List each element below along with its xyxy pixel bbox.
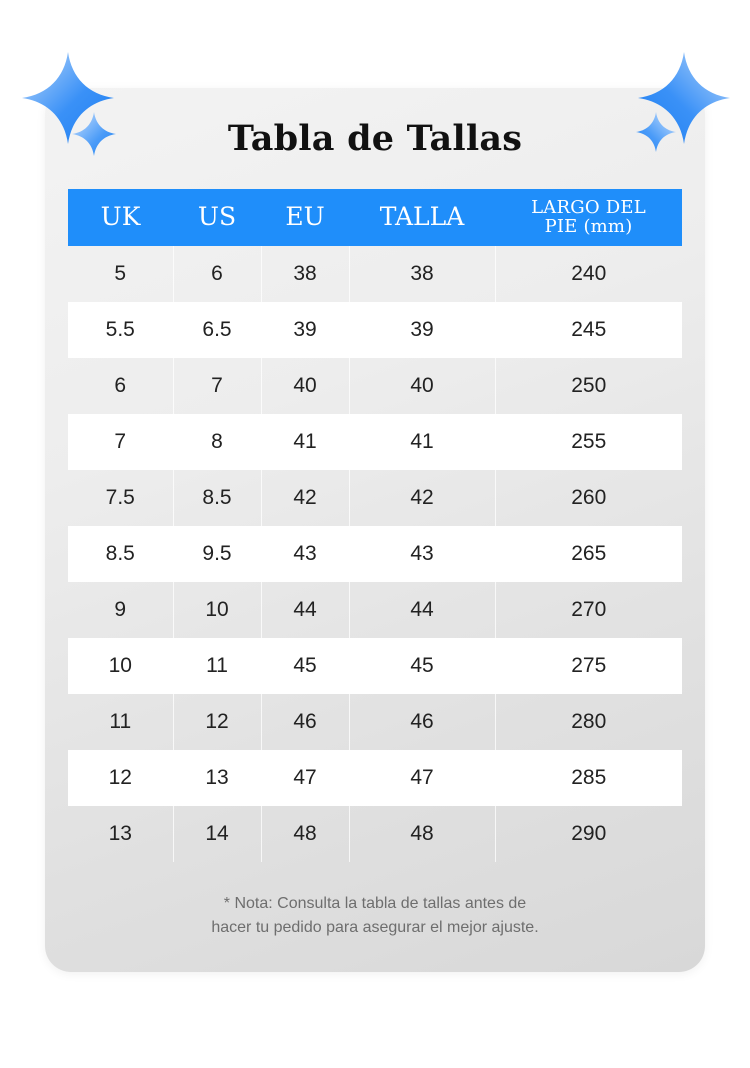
table-row	[68, 246, 682, 302]
cell-eu: 43	[261, 526, 349, 582]
cell-uk: 12	[68, 750, 173, 806]
size-table	[68, 189, 682, 862]
table-row	[68, 358, 682, 414]
table-row	[68, 694, 682, 750]
footer-note-line2: hacer tu pedido para asegurar el mejor ajuste.	[211, 919, 539, 936]
cell-talla: 42	[349, 470, 495, 526]
cell-us: 8.5	[173, 470, 261, 526]
table-row	[68, 470, 682, 526]
cell-us: 11	[173, 638, 261, 694]
cell-uk: 7.5	[68, 470, 173, 526]
page-title: Tabla de Tallas	[227, 118, 523, 159]
size-table-container	[68, 189, 682, 862]
cell-eu: 40	[261, 358, 349, 414]
cell-us: 7	[173, 358, 261, 414]
table-header	[68, 189, 682, 246]
cell-largo: 285	[495, 750, 682, 806]
cell-talla: 48	[349, 806, 495, 862]
cell-uk: 5.5	[68, 302, 173, 358]
cell-eu: 41	[261, 414, 349, 470]
cell-uk: 7	[68, 414, 173, 470]
column-header-uk: UK	[68, 189, 173, 246]
footer-note	[0, 892, 750, 940]
cell-us: 12	[173, 694, 261, 750]
table-row	[68, 414, 682, 470]
cell-uk: 5	[68, 246, 173, 302]
column-header-largo-line2: PIE (mm)	[544, 215, 633, 237]
cell-talla: 41	[349, 414, 495, 470]
cell-largo: 250	[571, 374, 607, 397]
cell-talla: 43	[349, 526, 495, 582]
cell-talla: 38	[349, 246, 495, 302]
cell-largo: 275	[495, 638, 682, 694]
table-body	[68, 246, 682, 862]
table-row	[68, 582, 682, 638]
column-header-largo-line1: LARGO DEL	[531, 196, 646, 218]
cell-uk: 10	[68, 638, 173, 694]
cell-uk: 6	[68, 358, 173, 414]
cell-us: 13	[173, 750, 261, 806]
cell-us: 10	[173, 582, 261, 638]
table-row	[68, 638, 682, 694]
cell-largo: 255	[495, 414, 682, 470]
cell-uk: 13	[68, 806, 173, 862]
cell-largo: 280	[571, 710, 607, 733]
cell-talla: 40	[349, 358, 495, 414]
table-row	[68, 526, 682, 582]
cell-largo: 290	[571, 822, 607, 845]
column-header-talla: TALLA	[349, 189, 495, 246]
cell-largo: 270	[571, 598, 607, 621]
cell-uk: 8.5	[68, 526, 173, 582]
cell-us: 9.5	[173, 526, 261, 582]
cell-eu: 44	[261, 582, 349, 638]
cell-largo: 245	[495, 302, 682, 358]
footer-note-line1: * Nota: Consulta la tabla de tallas antes de	[223, 895, 527, 912]
cell-talla: 44	[349, 582, 495, 638]
cell-talla: 47	[349, 750, 495, 806]
cell-us: 14	[173, 806, 261, 862]
cell-eu: 47	[261, 750, 349, 806]
table-row	[68, 302, 682, 358]
cell-largo: 240	[571, 262, 607, 285]
cell-eu: 38	[261, 246, 349, 302]
cell-largo: 260	[571, 486, 607, 509]
column-header-us: US	[173, 189, 261, 246]
column-header-largo-del-pie	[495, 189, 682, 246]
cell-talla: 45	[349, 638, 495, 694]
cell-eu: 46	[261, 694, 349, 750]
cell-eu: 42	[261, 470, 349, 526]
table-header-row	[68, 189, 682, 246]
cell-talla: 39	[349, 302, 495, 358]
cell-eu: 48	[261, 806, 349, 862]
cell-uk: 9	[68, 582, 173, 638]
table-row	[68, 806, 682, 862]
cell-eu: 45	[261, 638, 349, 694]
cell-uk: 11	[68, 694, 173, 750]
cell-us: 6.5	[173, 302, 261, 358]
cell-talla: 46	[349, 694, 495, 750]
cell-eu: 39	[261, 302, 349, 358]
cell-largo: 265	[495, 526, 682, 582]
column-header-eu: EU	[261, 189, 349, 246]
cell-us: 6	[173, 246, 261, 302]
cell-us: 8	[173, 414, 261, 470]
table-row	[68, 750, 682, 806]
